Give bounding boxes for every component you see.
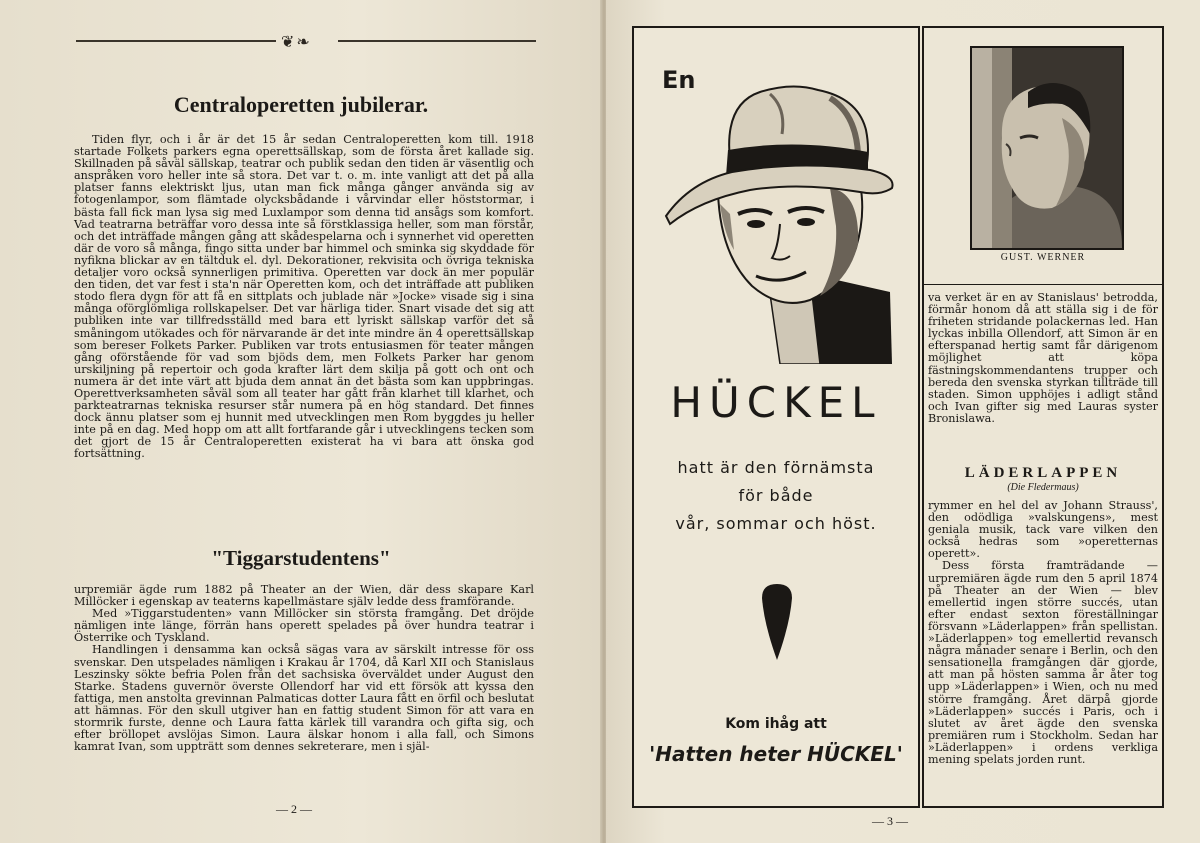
header-ornament: [76, 32, 536, 51]
page-number: — 3 —: [872, 814, 908, 828]
article-paragraph: rymmer en hel del av Johann Strauss', den odödliga »valskungens», mest geniala musik, tack vare vilken den också hedras som »operetternas operett».: [928, 499, 1158, 561]
section-title: LÄDERLAPPEN: [964, 465, 1122, 481]
portrait-photo: [970, 46, 1124, 250]
article-paragraph: urpremiär ägde rum 1882 på Theater an der Wien, där dess skapare Karl Millöcker i egenskap av teaterns kapellmästare själv ledde dess framförande.: [74, 583, 534, 609]
brand-name: HÜCKEL: [670, 378, 882, 427]
right-column: [922, 26, 1164, 808]
portrait-illustration: [972, 48, 1122, 248]
article-subtitle: "Tiggarstudentens": [211, 546, 391, 570]
flourish-icon: ❦❧: [281, 32, 312, 51]
second-article-body: [74, 584, 534, 753]
divider: [924, 284, 1162, 285]
continued-article: [928, 292, 1158, 425]
article-body: [74, 134, 534, 461]
ad-intro: En: [662, 66, 696, 94]
ad-reminder: Kom ihåg att: [725, 716, 827, 732]
hat-advertisement: [632, 26, 920, 808]
section-body: [928, 500, 1158, 766]
article-paragraph: Med »Tiggarstudenten» vann Millöcker sin största framgång. Det dröjde nämligen inte länge, förrän hans operett spelades på över hundra teatrar i Österrike och Tyskland.: [74, 607, 534, 645]
section-subtitle: (Die Fledermaus): [1007, 482, 1079, 493]
article-paragraph: Handlingen i densamma kan också sägas vara av särskilt intresse för oss svenskar. Den utspelades nämligen i Krakau år 1704, då Karl XII och Stanislaus Leszinsky sökte befria Polen från det sachsiska överväldet under August den Starke. Stadens guvernör överste Ollendorf har vid ett försök att kyssa den fattiga, men anstolta grevinnan Palmaticas dotter Laura fått en örfil och beslutat att hämnas. För den skull utgiver han en fattig student Simon för att vara en stormrik furste, denne och Laura fatta kärlek till varandra och gifta sig, och efter bröllopet avslöjas Simon. Laura älskar honom i alla fall, och Simons kamrat Ivan, som uppträtt som dennes sekreterare, men i själ-: [74, 643, 534, 754]
article-paragraph: Dess första framträdande — urpremiären ägde rum den 5 april 1874 på Theater an der Wien — blev emellertid ingen större succés, utan efter endast sexton föreställningar försvann »Läderlappen» från spellistan. »Läderlappen» tog emellertid revansch några månader senare i Berlin, och den sensationella framgången där gjorde, att man på hösten samma år åter tog upp »Läderlappen» i Wien, och nu med större framgång. Året därpå gjorde »Läderlappen» succés i Paris, och i slutet av året ägde den svenska premiären rum i Stockholm. Sedan har »Läderlappen» i ordens verkliga mening spelats jorden runt.: [928, 559, 1158, 766]
article-paragraph: va verket är en av Stanislaus' betrodda, förmår honom då att ställa sig i de för friheten stridande polackernas led. Han lyckas inbilla Ollendorf, att Simon är en efterspanad hertig samt får därigenom möjlighet att köpa fästningskommendantens trupper och bereda den svenska styrkan tillträde till staden. Simon upphöjes i adligt stånd och Ivan gifter sig med Lauras syster Bronislawa.: [928, 291, 1158, 425]
drop-ornament-icon: [760, 584, 794, 660]
ad-slogan: 'Hatten heter HÜCKEL': [649, 742, 903, 766]
photo-caption: GUST. WERNER: [1000, 252, 1086, 263]
page-number: — 2 —: [276, 802, 312, 816]
tagline-line: för både: [738, 486, 814, 505]
man-with-hat-illustration: [660, 64, 900, 364]
tagline-line: hatt är den förnämsta: [677, 458, 875, 477]
ad-tagline: [634, 454, 918, 538]
article-paragraph: Tiden flyr, och i år är det 15 år sedan Centraloperetten kom till. 1918 startade Folkets parkers egna operettsällskap, som de första året kallade sig. Skillnaden på såväl sällskap, teatrar och publik sedan den tiden är väsentlig och anspråken voro heller inte så stora. Det var t. o. m. inte vanligt att det på alla platser fanns elektriskt ljus, utan man fick många gånger använda sig av fotogenlampor, som flämtade olycksbådande i vårvindar eller höststormar, i bästa fall fick man lysa sig med Luxlampor som denna tid ansågs som komfort. Vad teatrarna beträffar voro dessa inte så förstklassiga heller, som man förstår, och det inträffade mången gång att skådespelarna och i synnerhet vid operetten där de voro så många, fingo sitta under bar himmel och sminka sig skyddade för nyfikna blickar av en tältduk el. dyl. Dekorationer, rekvisita och övriga tekniska detaljer voro också synnerligen primitiva. Operetten var dock än mer populär den tiden, det var fest i sta'n när Operetten kom, och det inträffade att publiken stodo flera dygn för att få en sittplats och jublade när »Jocke» visade sig i sina många oförglömliga rollskapelser. Det var härliga tider. Snart visade det sig att publiken inte var tillfredsställd med bara ett lyriskt sällskap varför det så småningom utökades och för närvarande är det inte mindre än 4 operettsällskap som bereser Folkets Parker. Publiken var trots entusiasmen för teater mången gång oförstående för vad som bjöds dem, men Folkets Parker har genom urskiljning på repertoir och goda krafter lärt dem skilja på gott och ont och numera är det inte värt att bjuda dem annat än det bästa som kan uppbringas. Operettverksamheten såväl som all teater har gått från klarhet till klarhet, och parkteatrarnas tekniska resurser står numera på en hög standard. Det finnes dock ännu platser som ej hunnit med utvecklingen men Rom byggdes ju heller inte på en dag. Med hopp om att allt fortfarande går i utvecklingens tecken som det gjort de 15 år Centraloperetten existerat ha vi bara att önska god fortsättning.: [74, 133, 534, 461]
article-title: Centraloperetten jubilerar.: [173, 92, 429, 117]
tagline-line: vår, sommar och höst.: [675, 514, 877, 533]
